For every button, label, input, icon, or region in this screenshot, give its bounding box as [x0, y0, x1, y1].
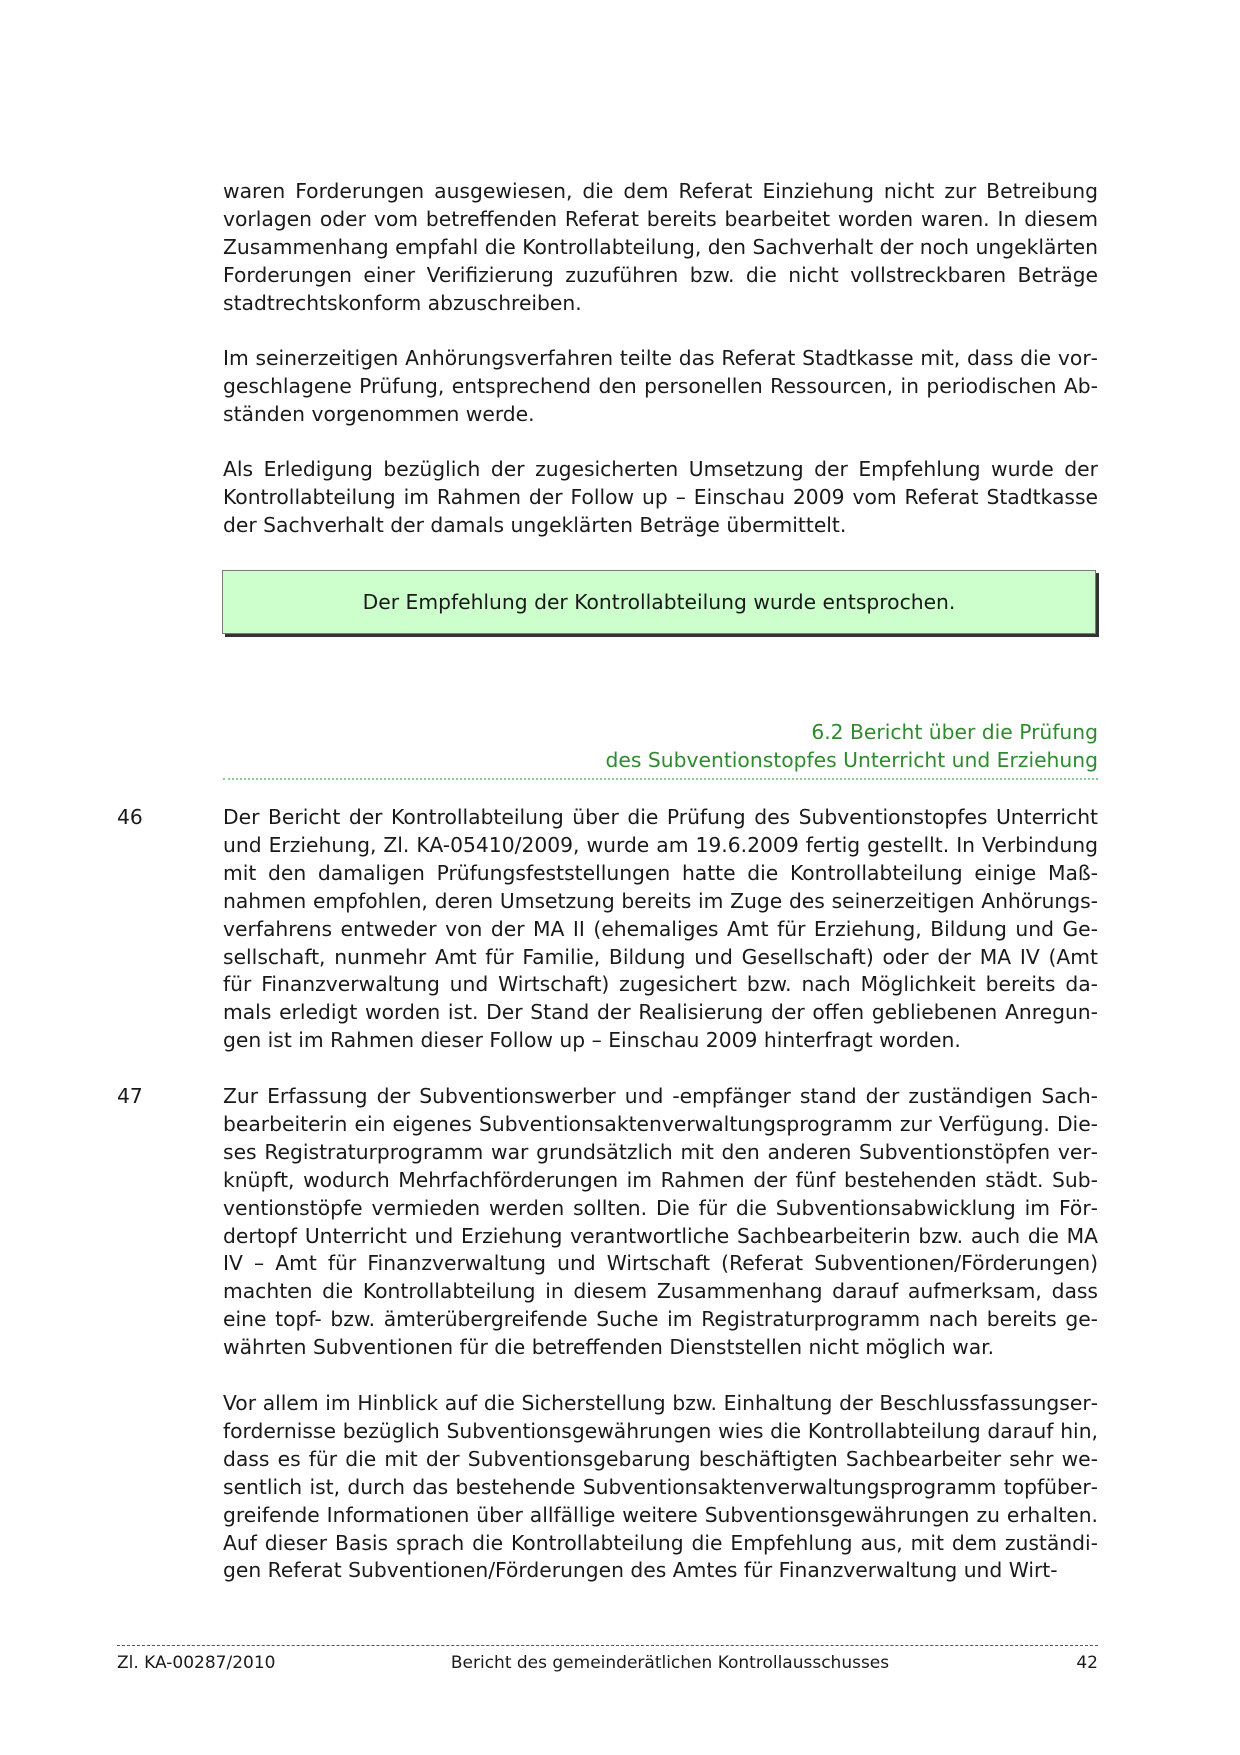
intro-paragraph-2: Im seinerzeitigen Anhörungsverfahren teilte das Referat Stadtkasse mit, dass die vorgeschlagene Prüfung, entsprechend den personellen Ressourcen, in periodischen Abständen vorgenommen werde.	[223, 346, 1098, 426]
paragraph-46: Der Bericht der Kontrollabteilung über die Prüfung des Subventionstopfes Unterricht und Erziehung, Zl. KA-05410/2009, wurde am 19.6.2009 fertig gestellt. In Verbindung mit den damaligen Prüfungsfeststellungen hatte die Kontrollabteilung einige Maßnahmen empfohlen, deren Umsetzung bereits im Zuge des seinerzeitigen Anhörungsverfahrens entweder von der MA II (ehemaliges Amt für Erziehung, Bildung und Gesellschaft, nunmehr Amt für Familie, Bildung und Gesellschaft) oder der MA IV (Amt für Finanzverwaltung und Wirtschaft) zugesichert bzw. nach Möglichkeit bereits damals erledigt worden ist. Der Stand der Realisierung der offen gebliebenen Anregungen ist im Rahmen dieser Follow up – Einschau 2009 hinterfragt worden.	[223, 805, 1098, 1053]
footer-divider	[117, 1645, 1098, 1646]
callout-text: Der Empfehlung der Kontrollabteilung wurde entsprochen.	[362, 590, 956, 614]
paragraph-47: Zur Erfassung der Subventionswerber und -empfänger stand der zuständigen Sachbearbeiterin ein eigenes Subventionsaktenverwaltungsprogramm zur Verfügung. Dieses Registraturprogramm war grundsätzlich mit den anderen Subventionstöpfen verknüpft, wodurch Mehrfachförderungen im Rahmen der fünf bestehenden städt. Subventionstöpfe vermieden werden sollten. Die für die Subventionsabwicklung im Fördertopf Unterricht und Erziehung verantwortliche Sachbearbeiterin bzw. auch die MA IV – Amt für Finanzverwaltung und Wirtschaft (Referat Subventionen/Förderungen) machten die Kontrollabteilung in diesem Zusammenhang darauf aufmerksam, dass eine topf- bzw. ämterübergreifende Suche im Registraturprogramm nach bereits gewährten Subventionen für die betreffenden Dienststellen nicht möglich war.	[223, 1084, 1098, 1360]
footer-reference: Zl. KA-00287/2010	[117, 1653, 276, 1673]
footer-page-number: 42	[1076, 1653, 1098, 1673]
footer-title: Bericht des gemeinderätlichen Kontrollausschusses	[450, 1653, 890, 1673]
margin-number-47: 47	[117, 1084, 143, 1108]
margin-number-46: 46	[117, 805, 143, 829]
section-heading	[560, 718, 1098, 774]
section-divider	[223, 778, 1098, 780]
recommendation-callout-box	[222, 570, 1096, 634]
paragraph-47-continued: Vor allem im Hinblick auf die Sicherstellung bzw. Einhaltung der Beschlussfassungserfordernisse bezüglich Subventionsgewährungen wies die Kontrollabteilung darauf hin, dass es für die mit der Subventionsgebarung beschäftigten Sachbearbeiter sehr wesentlich ist, durch das bestehende Subventionsaktenverwaltungsprogramm topfübergreifende Informationen über allfällige weitere Subventionsgewährungen zu erhalten. Auf dieser Basis sprach die Kontrollabteilung die Empfehlung aus, mit dem zuständigen Referat Subventionen/Förderungen des Amtes für Finanzverwaltung und Wirt-	[223, 1391, 1098, 1583]
section-heading-line-1: 6.2 Bericht über die Prüfung	[811, 720, 1098, 744]
intro-paragraph-1: waren Forderungen ausgewiesen, die dem Referat Einziehung nicht zur Betreibung vorlagen oder vom betreffenden Referat bereits bearbeitet worden waren. In diesem Zusammenhang empfahl die Kontrollabteilung, den Sachverhalt der noch ungeklärten Forderungen einer Verifizierung zuzuführen bzw. die nicht vollstreckbaren Beträge stadtrechtskonform abzuschreiben.	[223, 179, 1098, 315]
intro-paragraph-3: Als Erledigung bezüglich der zugesicherten Umsetzung der Empfehlung wurde der Kontrollabteilung im Rahmen der Follow up – Einschau 2009 vom Referat Stadtkasse der Sachverhalt der damals ungeklärten Beträge übermittelt.	[223, 457, 1098, 537]
section-heading-line-2: des Subventionstopfes Unterricht und Erziehung	[605, 748, 1098, 772]
